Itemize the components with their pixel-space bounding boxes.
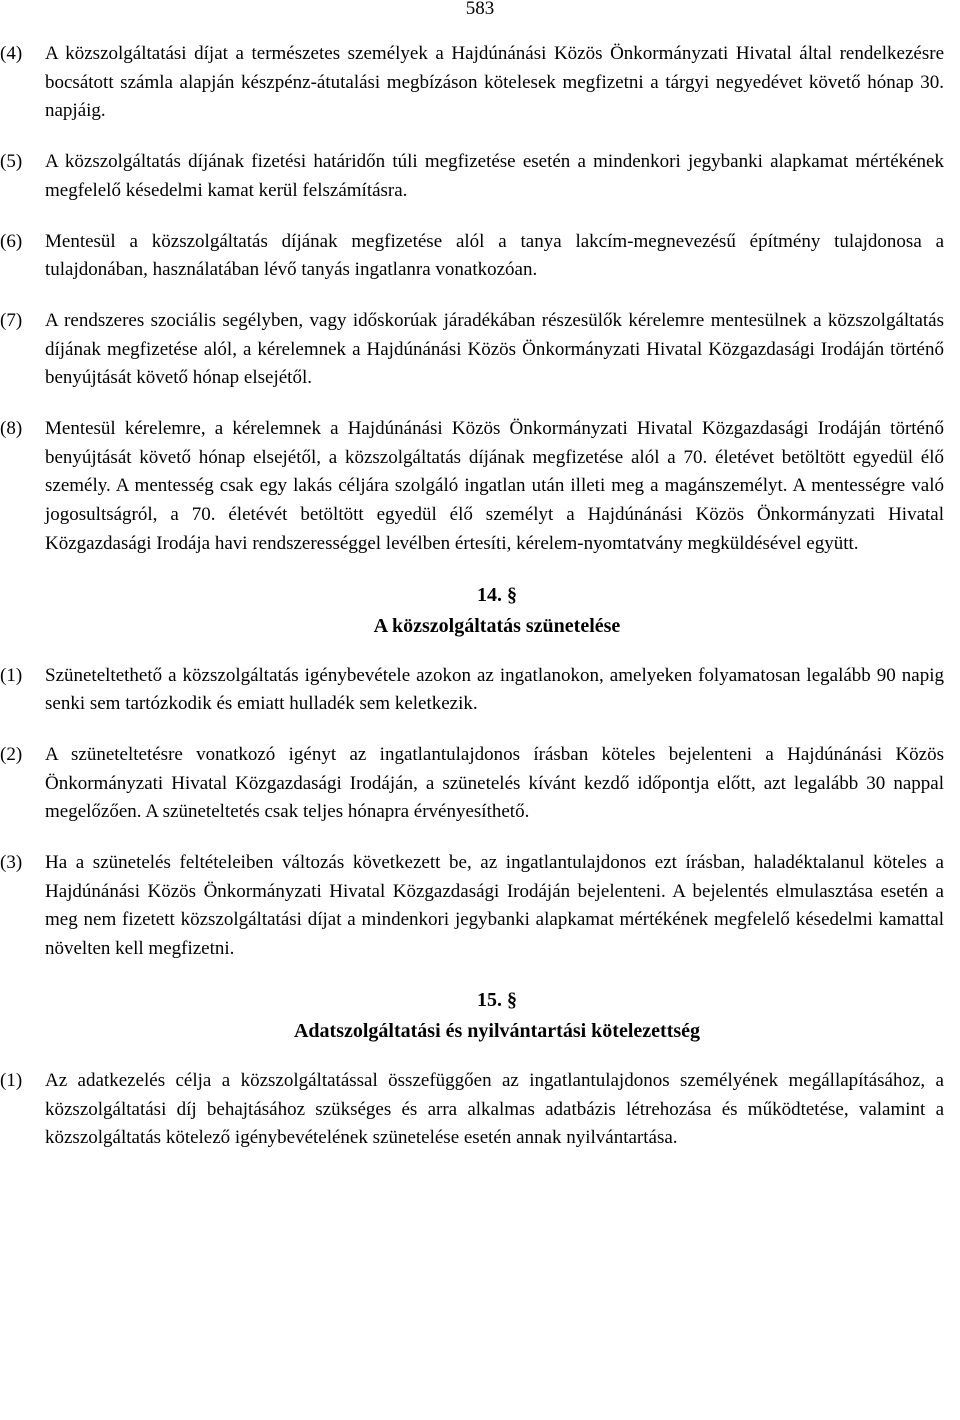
section-title: Adatszolgáltatási és nyilvántartási kötelezettség <box>293 1019 701 1042</box>
paragraph-number: (1) <box>0 664 23 686</box>
section-15-heading <box>0 985 944 1047</box>
paragraph-text: Mentesül kérelemre, a kérelemnek a Hajdúnánási Közös Önkormányzati Hivatal Közgazdasági Irodáján történő benyújtását követő hónap elsejétől, a közszolgáltatás díjának megfizetése alól a 70. életévet betöltött egyedül élő személy. A mentesség csak egy lakás céljára szolgáló ingatlan után illeti meg a magánszemélyt. A mentességre való jogosultságról, a 70. életévét betöltött egyedül élő személyt a Hajdúnánási Közös Önkormányzati Hivatal Közgazdasági Irodája havi rendszerességgel levélben értesíti, kérelem-nyomtatvány megküldésével együtt. <box>45 418 944 554</box>
paragraph-number: (8) <box>0 418 23 440</box>
paragraph-text: A közszolgáltatás díjának fizetési határidőn túli megfizetése esetén a mindenkori jegybanki alapkamat mértékének megfelelő késedelmi kamat kerül felszámításra. <box>45 151 944 201</box>
paragraph-text: A szüneteltetésre vonatkozó igényt az ingatlantulajdonos írásban köteles bejelenteni a Hajdúnánási Közös Önkormányzati Hivatal Közgazdasági Irodáján, a szünetelés kívánt kezdő időpontja előtt, azt legalább 30 nappal megelőzően. A szüneteltetés csak teljes hónapra érvényesíthető. <box>45 743 944 823</box>
paragraph-text: A rendszeres szociális segélyben, vagy időskorúak járadékában részesülők kérelemre mentesülnek a közszolgáltatás díjának megfizetése alól, a kérelemnek a Hajdúnánási Közös Önkormányzati Hivatal Közgazdasági Irodáján történő benyújtását követő hónap elsejétől. <box>45 309 944 389</box>
page-number: 583 <box>465 0 495 19</box>
section-symbol: § <box>507 583 517 606</box>
section-14-paragraph-3 <box>0 849 944 964</box>
section-14-paragraph-2 <box>0 741 944 827</box>
paragraph-text: A közszolgáltatási díjat a természetes személyek a Hajdúnánási Közös Önkormányzati Hivatal által rendelkezésre bocsátott számla alapján készpénz-átutalási megbízáson kötelesek megfizetni a tárgyi negyedévet követő hónap 30. napjáig. <box>45 43 944 122</box>
section-14-heading <box>0 580 944 642</box>
paragraph-text: Az adatkezelés célja a közszolgáltatással összefüggően az ingatlantulajdonos személyének megállapításához, a közszolgáltatási díj behajtásához szükséges és arra alkalmas adatbázis létrehozása és működtetése, valamint a közszolgáltatás kötelező igénybevételének szünetelése esetén annak nyilvántartása. <box>45 1069 944 1149</box>
section-14-paragraph-1 <box>0 662 944 719</box>
paragraph-number: (6) <box>0 230 23 252</box>
section-title: A közszolgáltatás szünetelése <box>373 614 621 637</box>
paragraph-6 <box>0 228 944 285</box>
section-number: 14. § <box>477 583 517 606</box>
paragraph-text: Mentesül a közszolgáltatás díjának megfizetése alól a tanya lakcím-megnevezésű építmény tulajdonosa a tulajdonában, használatában lévő tanyás ingatlanra vonatkozóan. <box>45 230 944 281</box>
section-symbol: § <box>507 988 517 1011</box>
paragraph-5 <box>0 148 944 205</box>
paragraph-number: (1) <box>0 1069 23 1091</box>
paragraph-number: (5) <box>0 151 23 173</box>
paragraph-number: (2) <box>0 743 23 765</box>
paragraph-7 <box>0 307 944 393</box>
paragraph-4 <box>0 40 944 126</box>
paragraph-number: (3) <box>0 852 23 874</box>
section-number: 15. § <box>477 988 517 1011</box>
paragraph-number: (4) <box>0 43 23 64</box>
document-body <box>0 40 944 1159</box>
section-15-paragraph-1 <box>0 1067 944 1153</box>
paragraph-number: (7) <box>0 309 23 331</box>
paragraph-text: Szüneteltethető a közszolgáltatás igénybevétele azokon az ingatlanokon, amelyeken folyamatosan legalább 90 napig senki sem tartózkodik és emiatt hulladék sem keletkezik. <box>45 664 944 715</box>
paragraph-text: Ha a szünetelés feltételeiben változás következett be, az ingatlantulajdonos ezt írásban, haladéktalanul köteles a Hajdúnánási Közös Önkormányzati Hivatal Közgazdasági Irodáján bejelenteni. A bejelentés elmulasztása esetén a meg nem fizetett közszolgáltatási díjat a mindenkori jegybanki alapkamat mértékének megfelelő késedelmi kamattal növelten kell megfizetni. <box>45 852 944 960</box>
paragraph-8 <box>0 415 944 559</box>
